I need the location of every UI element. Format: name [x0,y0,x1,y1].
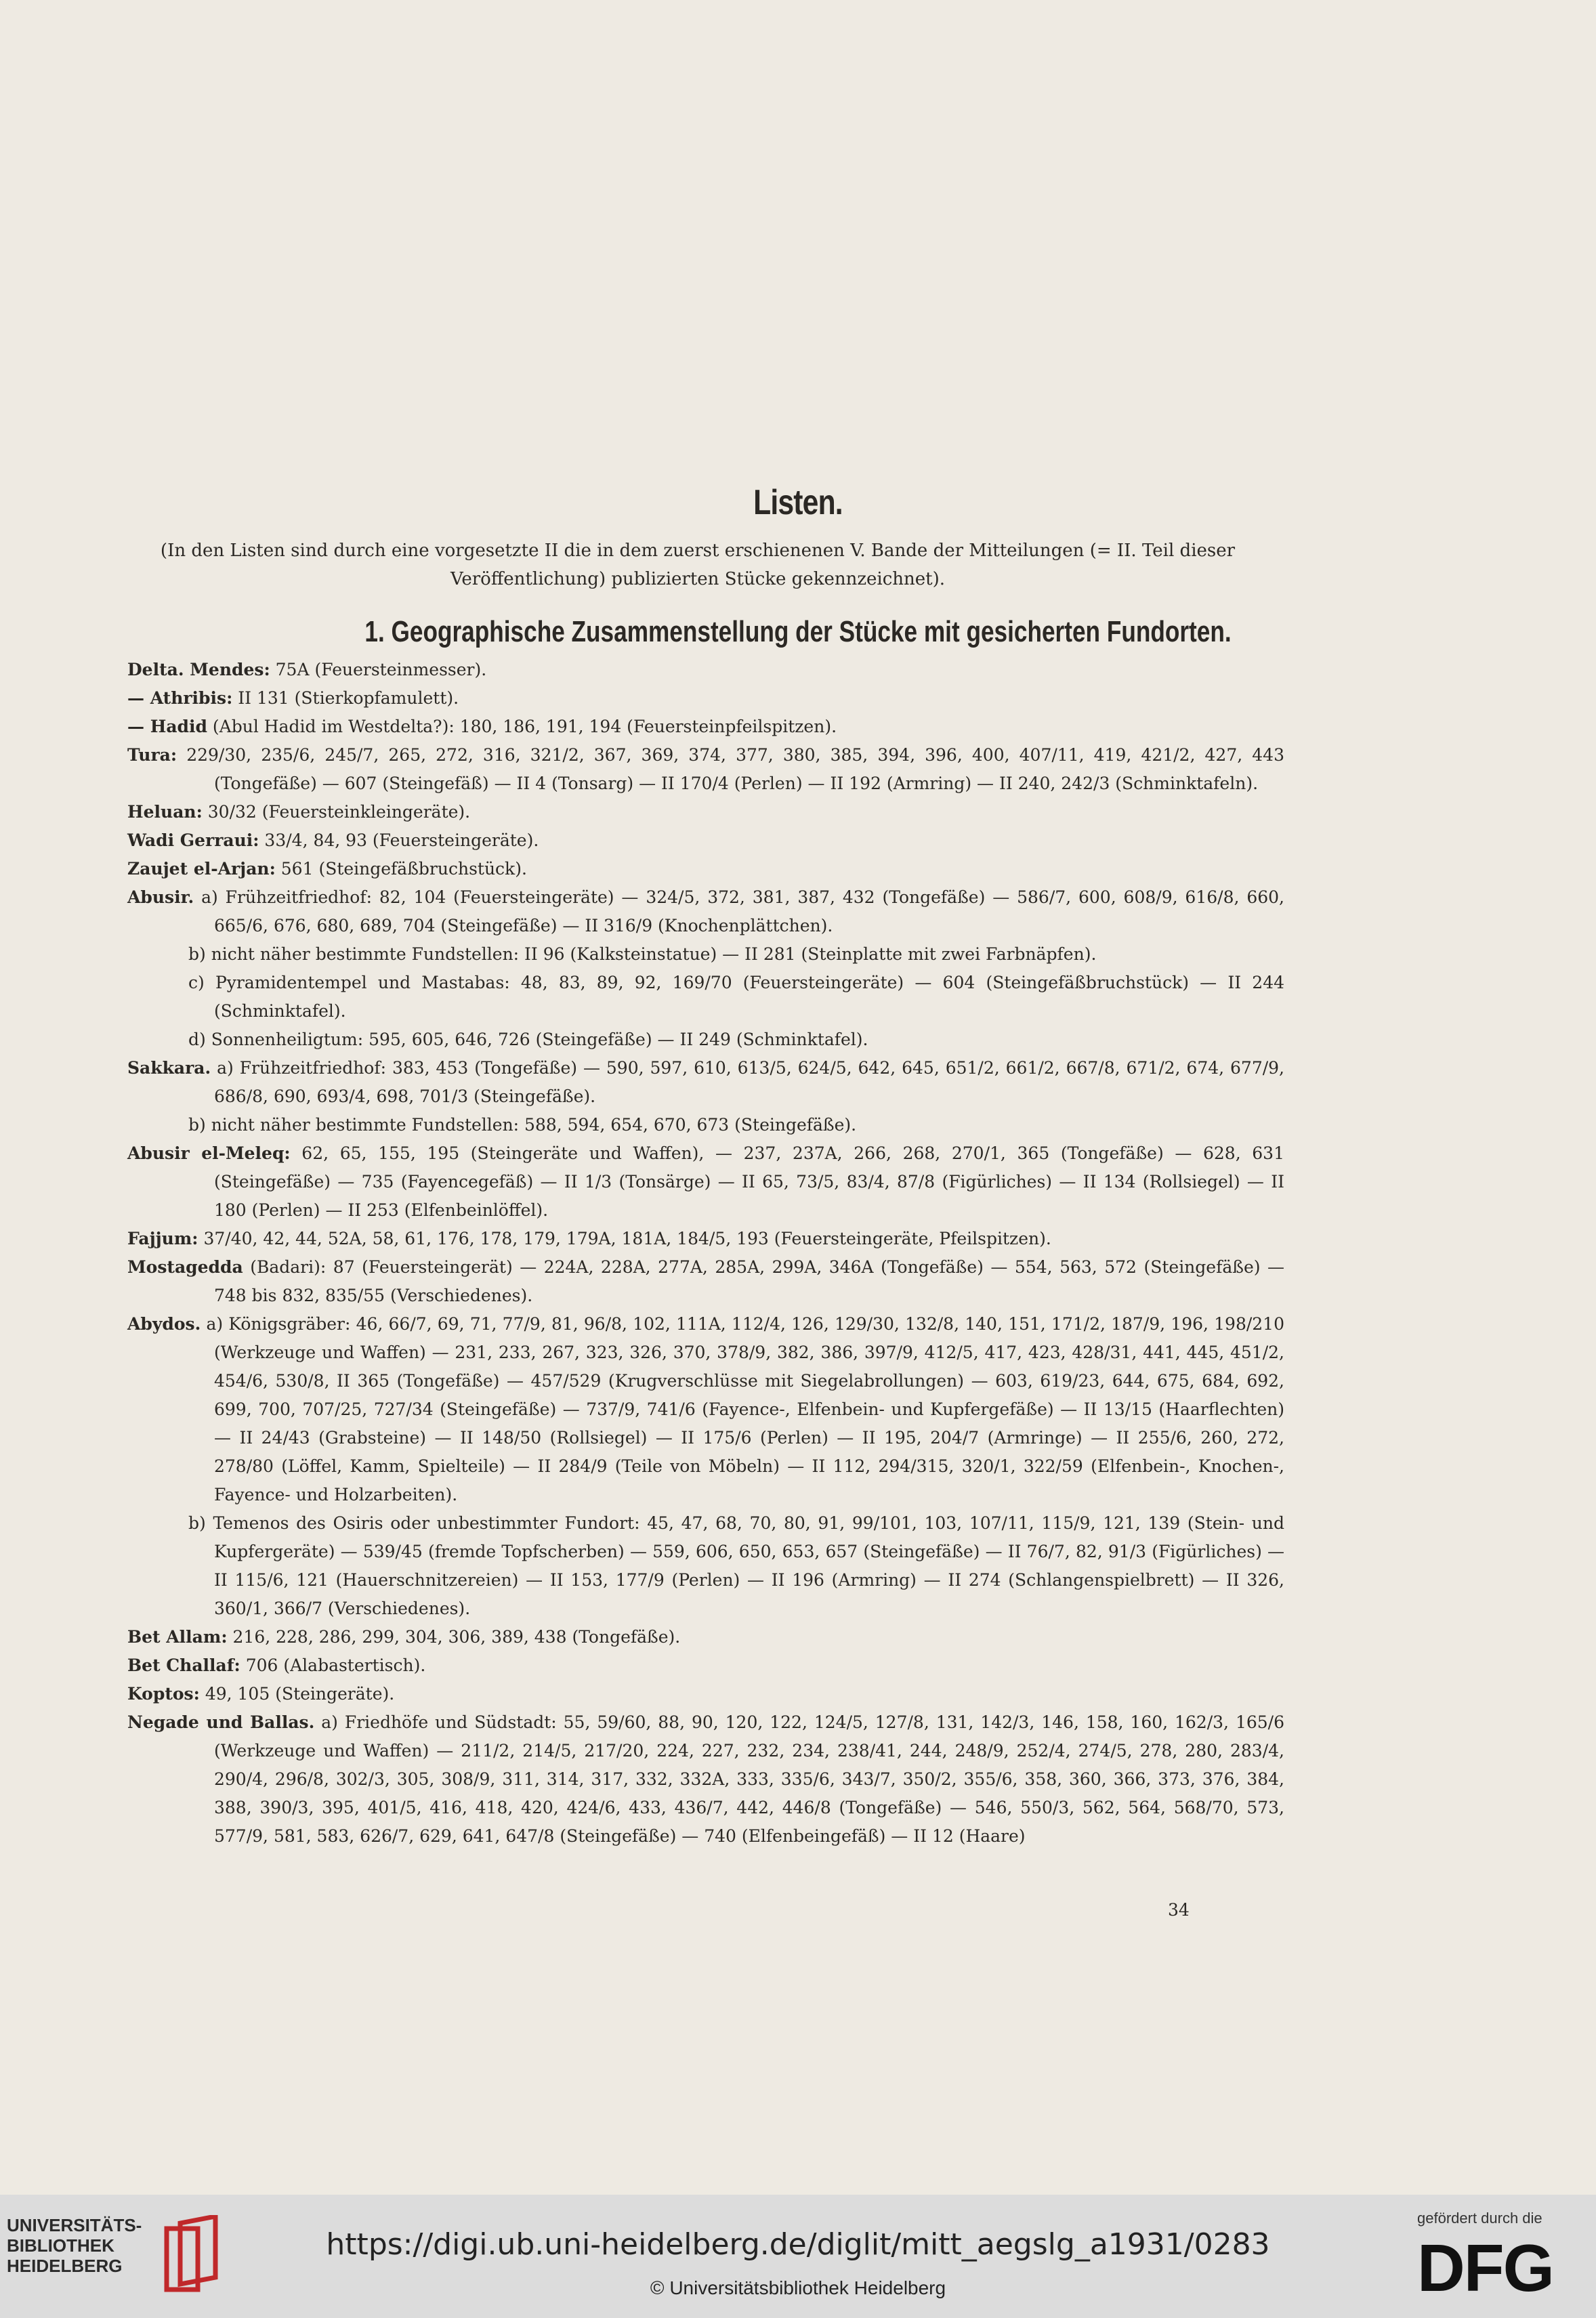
entry-place-name: Bet Challaf: [127,1656,240,1675]
entry-place-name: Abusir. [127,887,194,907]
entry-text: 229/30, 235/6, 245/7, 265, 272, 316, 321/2, 367, 369, 374, 377, 380, 385, 394, 396, 400, 407/11, 419, 421/2, 427, 443 (Tongefäße) — 607 (Steingefäß) — II 4 (Tonsarg) — II 170/4 (Perlen) — II 192 (Armring) — II 240, 242/3 (Schminktafeln). [177,745,1284,793]
list-entry [127,1680,1284,1708]
footer-bar [0,2195,1596,2318]
entry-text: 37/40, 42, 44, 52A, 58, 61, 176, 178, 179, 179A, 181A, 184/5, 193 (Feuersteingeräte, Pfeilspitzen). [198,1229,1051,1248]
entry-text: 62, 65, 155, 195 (Steingeräte und Waffen), — 237, 237A, 266, 268, 270/1, 365 (Tongefäße) — 628, 631 (Steingefäße) — 735 (Fayencegefäß) — II 1/3 (Tonsärge) — II 65, 73/5, 83/4, 87/8 (Figürliches) — II 134 (Rollsiegel) — II 180 (Perlen) — II 253 (Elfenbeinlöffel). [214,1143,1284,1220]
entry-text: a) Frühzeitfriedhof: 82, 104 (Feuersteingeräte) — 324/5, 372, 381, 387, 432 (Tongefäße) — 586/7, 600, 608/9, 616/8, 660, 665/6, 676, 680, 689, 704 (Steingefäße) — II 316/9 (Knochenplättchen). [194,887,1284,935]
entry-text: a) Friedhöfe und Südstadt: 55, 59/60, 88, 90, 120, 122, 124/5, 127/8, 131, 142/3, 146, 158, 160, 162/3, 165/6 (Werkzeuge und Waffen) — 211/2, 214/5, 217/20, 224, 227, 232, 234, 238/41, 244, 248/9, 252/4, 274/5, 278, 280, 283/4, 290/4, 296/8, 302/3, 305, 308/9, 311, 314, 317, 332, 332A, 333, 335/6, 343/7, 350/2, 355/6, 358, 360, 366, 373, 376, 384, 388, 390/3, 395, 401/5, 416, 418, 420, 424/6, 433, 436/7, 442, 446/8 (Tongefäße) — 546, 550/3, 562, 564, 568/70, 573, 577/9, 581, 583, 626/7, 629, 641, 647/8 (Steingefäße) — 740 (Elfenbeingefäß) — II 12 (Haare) [214,1712,1284,1846]
list-entry [127,656,1284,684]
findspot-list [127,656,1284,1851]
entry-text: a) Königsgräber: 46, 66/7, 69, 71, 77/9, 81, 96/8, 102, 111A, 112/4, 126, 129/30, 132/8, 140, 151, 171/2, 187/9, 196, 198/210 (Werkzeuge und Waffen) — 231, 233, 267, 323, 326, 370, 378/9, 382, 386, 397/9, 412/5, 417, 423, 428/31, 441, 445, 451/2, 454/6, 530/8, II 365 (Tongefäße) — 457/529 (Krugverschlüsse mit Siegelabrollungen) — 603, 619/23, 644, 675, 684, 692, 699, 700, 707/25, 727/34 (Steingefäße) — 737/9, 741/6 (Fayence-, Elfenbein- und Kupfergefäße) — II 13/15 (Haarflechten) — II 24/43 (Grabsteine) — II 148/50 (Rollsiegel) — II 175/6 (Perlen) — II 195, 204/7 (Armringe) — II 255/6, 260, 272, 278/80 (Löffel, Kamm, Spielteile) — II 284/9 (Teile von Möbeln) — II 112, 294/315, 320/1, 322/59 (Elfenbein-, Knochen-, Fayence- und Holzarbeiten). [201,1314,1284,1504]
entry-place-name: Zaujet el-Arjan: [127,859,276,879]
list-entry [127,1623,1284,1651]
entry-place-name: Tura: [127,745,177,765]
entry-place-name: Mostagedda [127,1257,243,1277]
entry-place-name: Fajjum: [127,1229,198,1248]
entry-place-name: Wadi Gerraui: [127,830,259,850]
entry-place-name: Koptos: [127,1684,200,1704]
entry-place-name: Delta. [127,660,184,679]
entry-place-name: — Athribis: [127,688,233,708]
introductory-note: (In den Listen sind durch eine vorgesetzte II die in dem zuerst erschienenen V. Bande der Mitteilungen (= II. Teil dieser Veröffentlichung) publizierten Stücke gekennzeichnet). [160,541,1236,589]
list-entry [127,798,1284,826]
entry-place-name: Heluan: [127,802,203,822]
list-entry [127,1651,1284,1680]
entry-text: 33/4, 84, 93 (Feuersteingeräte). [259,830,539,850]
entry-subplace-name: Mendes: [184,660,270,679]
dfg-logo: DFG [1417,2231,1553,2305]
entry-text: (Abul Hadid im Westdelta?): 180, 186, 191, 194 (Feuersteinpfeilspitzen). [207,717,837,736]
list-entry [127,855,1284,883]
entry-text: (Badari): 87 (Feuersteingerät) — 224A, 228A, 277A, 285A, 299A, 346A (Tongefäße) — 554, 563, 572 (Steingefäße) — 748 bis 832, 835/55 (Verschiedenes). [214,1257,1284,1305]
list-entry [127,1310,1284,1509]
list-entry [127,826,1284,855]
entry-place-name: Negade und Ballas. [127,1712,315,1732]
funding-note: gefördert durch die [1417,2210,1542,2227]
entry-text: a) Frühzeitfriedhof: 383, 453 (Tongefäße) — 590, 597, 610, 613/5, 624/5, 642, 645, 651/2, 661/2, 667/8, 671/2, 674, 677/9, 686/8, 690, 693/4, 698, 701/3 (Steingefäße). [211,1058,1284,1106]
entry-text: 49, 105 (Steingeräte). [199,1684,395,1704]
list-entry [127,1054,1284,1111]
entry-place-name: Abydos. [127,1314,201,1334]
list-subentry: d) Sonnenheiligtum: 595, 605, 646, 726 (Steingefäße) — II 249 (Schminktafel). [188,1030,868,1049]
list-entry [127,883,1284,940]
section-heading: 1. Geographische Zusammenstellung der Stücke mit gesicherten Fundorten. [364,615,1232,648]
entry-place-name: Sakkara. [127,1058,211,1078]
entry-place-name: Bet Allam: [127,1627,228,1647]
list-subentry: b) nicht näher bestimmte Fundstellen: 588, 594, 654, 670, 673 (Steingefäße). [188,1115,857,1135]
entry-text: 706 (Alabastertisch). [240,1656,426,1675]
list-entry [127,713,1284,741]
entry-place-name: Abusir el-Meleq: [127,1143,291,1163]
list-entry [127,1253,1284,1310]
list-subentry: b) Temenos des Osiris oder unbestimmter Fundort: 45, 47, 68, 70, 80, 91, 99/101, 103, 107/11, 115/9, 121, 139 (Stein- und Kupfergeräte) — 539/45 (fremde Topfscherben) — 559, 606, 650, 653, 657 (Steingefäße) — II 76/7, 82, 91/3 (Figürliches) — II 115/6, 121 (Hauerschnitzereien) — II 153, 177/9 (Perlen) — II 196 (Armring) — II 274 (Schlangenspielbrett) — II 326, 360/1, 366/7 (Verschiedenes). [188,1513,1284,1618]
entry-text: 216, 228, 286, 299, 304, 306, 389, 438 (Tongefäße). [227,1627,681,1647]
page-number: 34 [1168,1900,1190,1920]
list-entry [127,1708,1284,1851]
copyright-notice: © Universitätsbibliothek Heidelberg [650,2277,946,2298]
list-entry [127,741,1284,798]
entry-text: II 131 (Stierkopfamulett). [232,688,459,708]
list-entry [127,684,1284,713]
permalink-url[interactable]: https://digi.ub.uni-heidelberg.de/diglit/mitt_aegslg_a1931/0283 [326,2227,1270,2262]
entry-text: 30/32 (Feuersteinkleingeräte). [202,802,471,822]
list-entry [127,1139,1284,1225]
entry-text: 75A (Feuersteinmesser). [270,660,487,679]
list-subentry: c) Pyramidentempel und Mastabas: 48, 83, 89, 92, 169/70 (Feuersteingeräte) — 604 (Steingefäßbruchstück) — II 244 (Schminktafel). [188,973,1284,1021]
library-name: UNIVERSITÄTS- BIBLIOTHEK HEIDELBERG [7,2215,142,2276]
entry-place-name: — Hadid [127,717,207,736]
list-entry [127,1225,1284,1253]
list-subentry: b) nicht näher bestimmte Fundstellen: II 96 (Kalksteinstatue) — II 281 (Steinplatte mit zwei Farbnäpfen). [188,944,1097,964]
entry-text: 561 (Steingefäßbruchstück). [275,859,527,879]
page-title: Listen. [753,483,843,522]
